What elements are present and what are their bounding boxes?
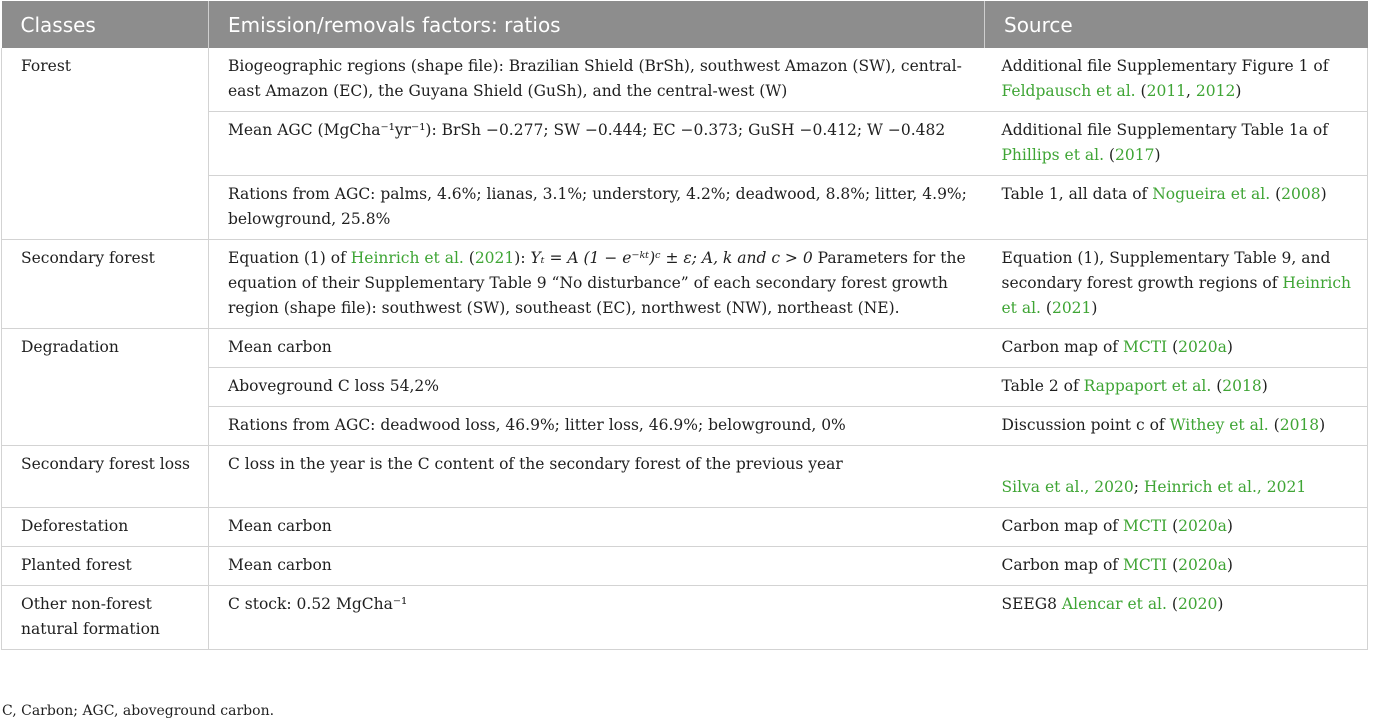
- citation-link[interactable]: Feldpausch et al.: [1001, 82, 1136, 100]
- factor-cell: Mean AGC (MgCha⁻¹yr⁻¹): BrSh −0.277; SW −0.444; EC −0.373; GuSH −0.412; W −0.482: [209, 112, 985, 176]
- source-cell: Table 1, all data of Nogueira et al. (2008): [985, 176, 1368, 240]
- citation-link[interactable]: 2012: [1195, 82, 1236, 100]
- table-row: [2, 547, 1368, 586]
- factor-cell: Rations from AGC: palms, 4.6%; lianas, 3.1%; understory, 4.2%; deadwood, 8.8%; litter, 4.9%; belowground, 25.8%: [209, 176, 985, 240]
- citation-link[interactable]: 2017: [1114, 146, 1155, 164]
- class-deforestation: Deforestation: [2, 508, 209, 547]
- table-footnote: C, Carbon; AGC, aboveground carbon.: [2, 703, 275, 719]
- class-degradation: Degradation: [2, 329, 209, 446]
- citation-link[interactable]: 2018: [1279, 416, 1320, 434]
- table-row: [2, 508, 1368, 547]
- header-source: Source: [985, 1, 1368, 48]
- factor-cell: C loss in the year is the C content of the secondary forest of the previous year: [209, 446, 985, 508]
- citation-link[interactable]: 2020a: [1178, 517, 1227, 535]
- factor-cell: Mean carbon: [209, 329, 985, 368]
- class-secondary-forest-loss: Secondary forest loss: [2, 446, 209, 508]
- source-cell: Carbon map of MCTI (2020a): [985, 547, 1368, 586]
- citation-link[interactable]: 2008: [1281, 185, 1321, 203]
- citation-link[interactable]: Nogueira et al.: [1152, 185, 1271, 203]
- citation-link[interactable]: 2020a: [1178, 338, 1227, 356]
- source-cell: Table 2 of Rappaport et al. (2018): [985, 368, 1368, 407]
- factor-cell: Biogeographic regions (shape file): Brazilian Shield (BrSh), southwest Amazon (SW), central-east Amazon (EC), the Guyana Shield (GuSh), and the central-west (W): [209, 48, 985, 112]
- citation-link[interactable]: 2020a: [1178, 556, 1227, 574]
- class-other-non-forest: Other non-forest natural formation: [2, 586, 209, 650]
- citation-link[interactable]: Heinrich et al.: [350, 249, 464, 267]
- citation-link[interactable]: Heinrich et al.: [1001, 274, 1352, 317]
- source-cell: Equation (1), Supplementary Table 9, and secondary forest growth regions of Heinrich et al. (2021): [985, 240, 1368, 329]
- growth-equation: Yₜ = A (1 − e⁻ᵏᵗ)ᶜ ± ε; A, k and c > 0: [530, 249, 813, 267]
- header-classes: Classes: [2, 1, 209, 48]
- class-secondary-forest: Secondary forest: [2, 240, 209, 329]
- factor-cell: Equation (1) of Heinrich et al. (2021): Yₜ = A (1 − e⁻ᵏᵗ)ᶜ ± ε; A, k and c > 0 Parameters for the equation of their Supplementary Table 9 “No disturbance” of each secondary forest growth region (shape file): southwest (SW), southeast (EC), northwest (NW), northeast (NE).: [209, 240, 985, 329]
- citation-link[interactable]: 2018: [1222, 377, 1262, 395]
- citation-link[interactable]: Rappaport et al.: [1083, 377, 1212, 395]
- citation-link[interactable]: Heinrich et al., 2021: [1143, 478, 1307, 496]
- citation-link[interactable]: Silva et al., 2020: [1001, 478, 1134, 496]
- class-forest: Forest: [2, 48, 209, 240]
- citation-link[interactable]: MCTI: [1122, 517, 1168, 535]
- table-row: [2, 240, 1368, 329]
- factor-cell: Aboveground C loss 54,2%: [209, 368, 985, 407]
- source-cell: Carbon map of MCTI (2020a): [985, 329, 1368, 368]
- source-cell: Additional file Supplementary Figure 1 of Feldpausch et al. (2011, 2012): [985, 48, 1368, 112]
- header-factors: Emission/removals factors: ratios: [209, 1, 985, 48]
- class-planted-forest: Planted forest: [2, 547, 209, 586]
- citation-link[interactable]: 2020: [1177, 595, 1218, 613]
- citation-link[interactable]: Alencar et al.: [1061, 595, 1167, 613]
- source-cell: Discussion point c of Withey et al. (2018): [985, 407, 1368, 446]
- table-row: [2, 586, 1368, 650]
- factor-cell: C stock: 0.52 MgCha⁻¹: [209, 586, 985, 650]
- table-row: [2, 329, 1368, 368]
- table-row: [2, 48, 1368, 112]
- header-row: [2, 1, 1368, 48]
- citation-link[interactable]: 2021: [474, 249, 515, 267]
- factor-cell: Mean carbon: [209, 508, 985, 547]
- table-row: [2, 446, 1368, 508]
- source-cell: SEEG8 Alencar et al. (2020): [985, 586, 1368, 650]
- citation-link[interactable]: MCTI: [1122, 338, 1168, 356]
- factor-cell: Mean carbon: [209, 547, 985, 586]
- source-cell: Additional file Supplementary Table 1a of Phillips et al. (2017): [985, 112, 1368, 176]
- source-cell: Carbon map of MCTI (2020a): [985, 508, 1368, 547]
- emission-factors-table: [1, 1, 1368, 650]
- citation-link[interactable]: 2011: [1146, 82, 1187, 100]
- citation-link[interactable]: MCTI: [1122, 556, 1168, 574]
- citation-link[interactable]: Phillips et al.: [1001, 146, 1104, 164]
- citation-link[interactable]: 2021: [1051, 299, 1092, 317]
- citation-link[interactable]: Withey et al.: [1169, 416, 1269, 434]
- factor-cell: Rations from AGC: deadwood loss, 46.9%; litter loss, 46.9%; belowground, 0%: [209, 407, 985, 446]
- source-cell: Silva et al., 2020; Heinrich et al., 2021: [985, 446, 1368, 508]
